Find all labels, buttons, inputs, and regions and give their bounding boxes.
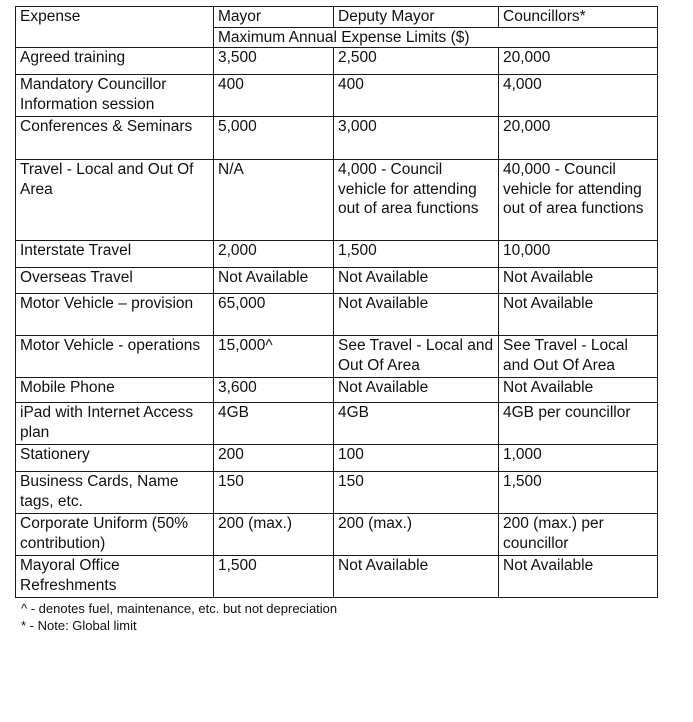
councillors-cell: 1,000 — [499, 445, 658, 472]
column-header-expense: Expense — [16, 7, 214, 48]
expense-cell: Mobile Phone — [16, 378, 214, 403]
councillors-cell: Not Available — [499, 378, 658, 403]
limits-subheader: Maximum Annual Expense Limits ($) — [214, 27, 658, 48]
expense-cell: Corporate Uniform (50% contribution) — [16, 514, 214, 556]
expense-cell: Overseas Travel — [16, 268, 214, 294]
table-row — [16, 160, 658, 241]
councillors-cell: Not Available — [499, 294, 658, 336]
councillors-cell: Not Available — [499, 268, 658, 294]
expense-cell: Travel - Local and Out Of Area — [16, 160, 214, 241]
table-row — [16, 268, 658, 294]
expense-cell: Mayoral Office Refreshments — [16, 556, 214, 598]
header-row — [16, 7, 658, 28]
mayor-cell: 200 (max.) — [214, 514, 334, 556]
councillors-cell: 20,000 — [499, 48, 658, 75]
mayor-cell: N/A — [214, 160, 334, 241]
table-row — [16, 445, 658, 472]
column-header-deputy-mayor: Deputy Mayor — [334, 7, 499, 28]
mayor-cell: 2,000 — [214, 241, 334, 268]
councillors-cell: 200 (max.) per councillor — [499, 514, 658, 556]
expense-cell: Stationery — [16, 445, 214, 472]
table-row — [16, 403, 658, 445]
table-row — [16, 556, 658, 598]
footnote-caret: ^ - denotes fuel, maintenance, etc. but not depreciation — [21, 601, 338, 616]
deputy-mayor-cell: 400 — [334, 75, 499, 117]
deputy-mayor-cell: 200 (max.) — [334, 514, 499, 556]
deputy-mayor-cell: 150 — [334, 472, 499, 514]
expense-cell: Interstate Travel — [16, 241, 214, 268]
expense-cell: Business Cards, Name tags, etc. — [16, 472, 214, 514]
table-row — [16, 294, 658, 336]
mayor-cell: 200 — [214, 445, 334, 472]
mayor-cell: 150 — [214, 472, 334, 514]
table-row — [16, 336, 658, 378]
mayor-cell: 5,000 — [214, 117, 334, 160]
mayor-cell: 3,600 — [214, 378, 334, 403]
deputy-mayor-cell: Not Available — [334, 378, 499, 403]
deputy-mayor-cell: 2,500 — [334, 48, 499, 75]
expense-cell: Motor Vehicle – provision — [16, 294, 214, 336]
councillors-cell: Not Available — [499, 556, 658, 598]
table-row — [16, 378, 658, 403]
councillors-cell: 4,000 — [499, 75, 658, 117]
mayor-cell: 1,500 — [214, 556, 334, 598]
table-row — [16, 117, 658, 160]
table-row — [16, 48, 658, 75]
deputy-mayor-cell: Not Available — [334, 294, 499, 336]
table-row — [16, 75, 658, 117]
councillors-cell: 1,500 — [499, 472, 658, 514]
expense-cell: Agreed training — [16, 48, 214, 75]
deputy-mayor-cell: See Travel - Local and Out Of Area — [334, 336, 499, 378]
councillors-cell: 10,000 — [499, 241, 658, 268]
mayor-cell: Not Available — [214, 268, 334, 294]
mayor-cell: 65,000 — [214, 294, 334, 336]
mayor-cell: 4GB — [214, 403, 334, 445]
councillors-cell: See Travel - Local and Out Of Area — [499, 336, 658, 378]
councillors-cell: 20,000 — [499, 117, 658, 160]
expense-cell: iPad with Internet Access plan — [16, 403, 214, 445]
expense-cell: Conferences & Seminars — [16, 117, 214, 160]
deputy-mayor-cell: 3,000 — [334, 117, 499, 160]
mayor-cell: 400 — [214, 75, 334, 117]
deputy-mayor-cell: 1,500 — [334, 241, 499, 268]
expense-limits-document — [15, 6, 657, 634]
councillors-cell: 4GB per councillor — [499, 403, 658, 445]
councillors-cell: 40,000 - Council vehicle for attending out of area functions — [499, 160, 658, 241]
deputy-mayor-cell: Not Available — [334, 268, 499, 294]
mayor-cell: 15,000^ — [214, 336, 334, 378]
table-row — [16, 241, 658, 268]
footnote-asterisk: * - Note: Global limit — [21, 618, 137, 633]
column-header-councillors: Councillors* — [499, 7, 658, 28]
expense-cell: Mandatory Councillor Information session — [16, 75, 214, 117]
expense-limits-table — [15, 6, 658, 598]
deputy-mayor-cell: 4GB — [334, 403, 499, 445]
footnotes — [21, 600, 657, 634]
expense-cell: Motor Vehicle - operations — [16, 336, 214, 378]
table-row — [16, 514, 658, 556]
deputy-mayor-cell: 100 — [334, 445, 499, 472]
mayor-cell: 3,500 — [214, 48, 334, 75]
column-header-mayor: Mayor — [214, 7, 334, 28]
table-row — [16, 472, 658, 514]
deputy-mayor-cell: Not Available — [334, 556, 499, 598]
deputy-mayor-cell: 4,000 - Council vehicle for attending out of area functions — [334, 160, 499, 241]
